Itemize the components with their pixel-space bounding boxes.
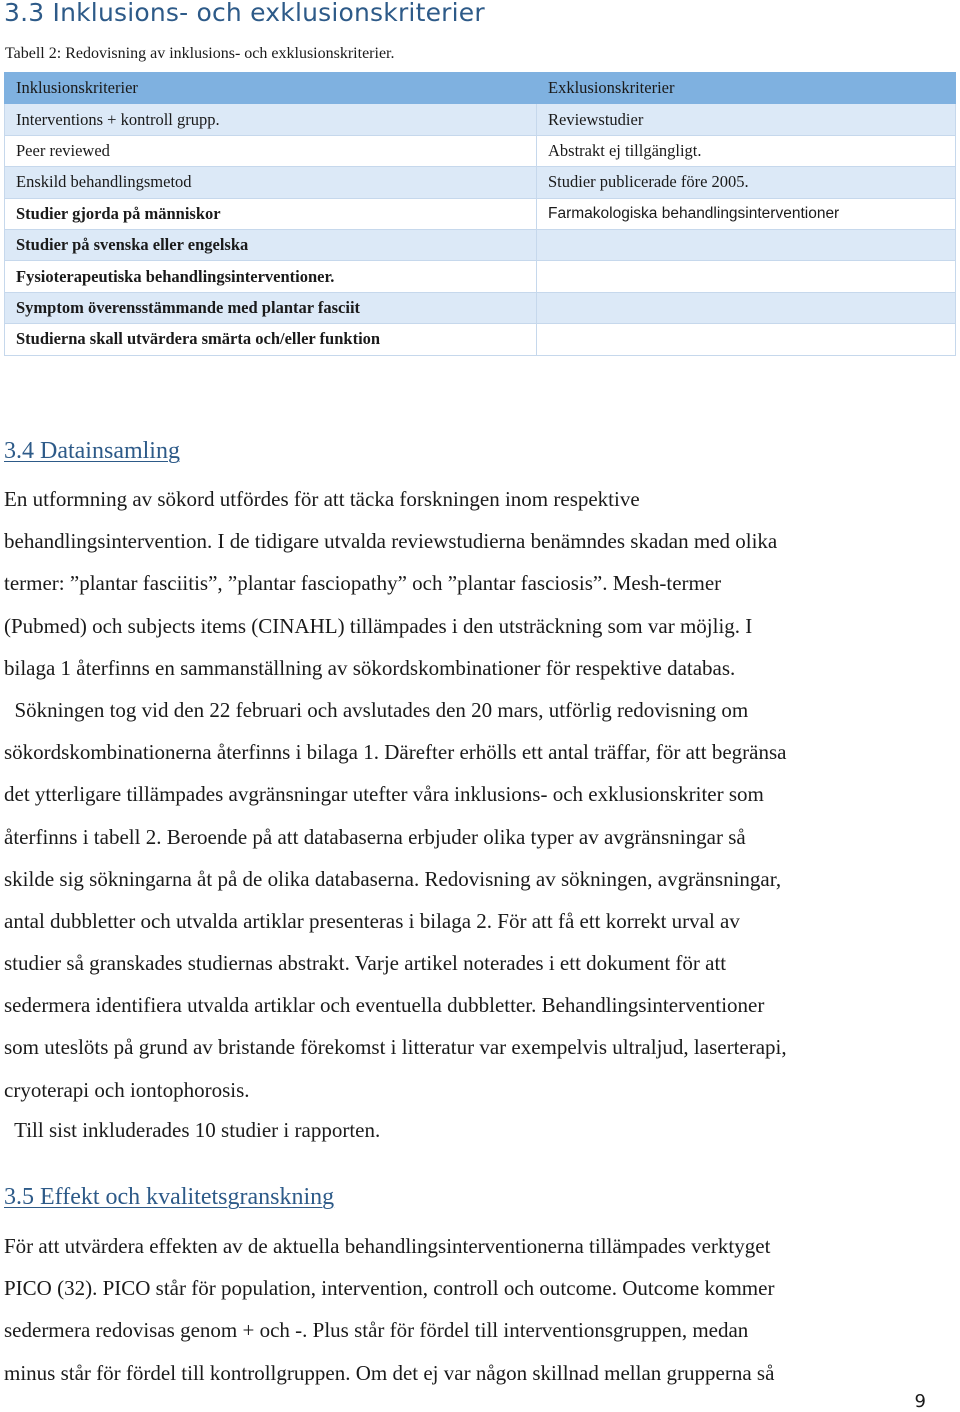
paragraph-line: sedermera identifiera utvalda artiklar och eventuella dubbletter. Behandlingsinterventioner: [4, 993, 765, 1018]
paragraph-line: behandlingsintervention. I de tidigare utvalda reviewstudierna benämndes skadan med olika: [4, 529, 778, 554]
paragraph-line: sökordskombinationerna återfinns i bilaga 1. Därefter erhölls ett antal träffar, för att begränsa: [4, 740, 787, 765]
exclusion-cell: Reviewstudier: [537, 104, 956, 135]
paragraph-line: bilaga 1 återfinns en sammanställning av sökordskombinationer för respektive databas.: [4, 655, 736, 680]
exclusion-cell: Studier publicerade före 2005.: [537, 167, 956, 198]
inclusion-cell: Studier på svenska eller engelska: [5, 229, 537, 260]
conclusion-paragraph: [4, 1109, 934, 1151]
exclusion-cell: [537, 324, 956, 355]
table-row: [5, 324, 956, 355]
paragraph-line: För att utvärdera effekten av de aktuella behandlingsinterventionerna tillämpades verktyget: [4, 1234, 771, 1258]
inclusion-cell: Interventions + kontroll grupp.: [5, 104, 537, 135]
table-row: [5, 198, 956, 229]
paragraph-line: En utformning av sökord utfördes för att täcka forskningen inom respektive: [4, 487, 640, 511]
inclusion-cell: Peer reviewed: [5, 135, 537, 166]
exclusion-cell: Farmakologiska behandlingsinterventioner: [537, 198, 956, 229]
paragraph-line: det ytterligare tillämpades avgränsningar utefter våra inklusions- och exklusionskriter som: [4, 782, 764, 807]
table-row: [5, 229, 956, 260]
paragraph-line: (Pubmed) och subjects items (CINAHL) tillämpades i den utsträckning som var möjlig. I: [4, 613, 753, 638]
inclusion-cell: Enskild behandlingsmetod: [5, 167, 537, 198]
paragraph-line: PICO (32). PICO står för population, intervention, controll och outcome. Outcome kommer: [4, 1276, 775, 1301]
table-row: [5, 261, 956, 292]
section-heading-3-3: 3.3 Inklusions- och exklusionskriterier: [4, 0, 485, 27]
paragraph-line: studier så granskades studiernas abstrakt. Varje artikel noterades i ett dokument för att: [4, 951, 727, 976]
inclusion-cell: Studierna skall utvärdera smärta och/eller funktion: [5, 324, 537, 355]
datainsamling-paragraph: [4, 478, 934, 1111]
paragraph-line: antal dubbletter och utvalda artiklar presenteras i bilaga 2. För att få ett korrekt urval av: [4, 908, 740, 933]
inclusion-cell: Fysioterapeutiska behandlingsinterventioner.: [5, 261, 537, 292]
header-inclusion: Inklusionskriterier: [5, 73, 537, 104]
exclusion-cell: [537, 292, 956, 323]
table-row: [5, 135, 956, 166]
criteria-table: [4, 72, 956, 356]
exclusion-cell: [537, 229, 956, 260]
paragraph-line: sedermera redovisas genom + och -. Plus står för fördel till interventionsgruppen, medan: [4, 1318, 749, 1343]
paragraph-line: skilde sig sökningarna åt på de olika databaserna. Redovisning av sökningen, avgränsningar,: [4, 866, 782, 891]
paragraph-line: som uteslöts på grund av bristande förekomst i litteratur var exempelvis ultraljud, laserterapi,: [4, 1035, 787, 1060]
paragraph-line: cryoterapi och iontophorosis.: [4, 1077, 250, 1102]
paragraph-line: Till sist inkluderades 10 studier i rapporten.: [4, 1118, 381, 1142]
table-row: [5, 167, 956, 198]
section-heading-3-4: 3.4 Datainsamling: [4, 438, 180, 464]
exclusion-cell: Abstrakt ej tillgängligt.: [537, 135, 956, 166]
paragraph-line: minus står för fördel till kontrollgruppen. Om det ej var någon skillnad mellan grupperna så: [4, 1360, 775, 1385]
table-caption: Tabell 2: Redovisning av inklusions- och exklusionskriterier.: [5, 45, 395, 62]
inclusion-cell: Symptom överensstämmande med plantar fasciit: [5, 292, 537, 323]
header-exclusion: Exklusionskriterier: [537, 73, 956, 104]
paragraph-line: termer: ”plantar fasciitis”, ”plantar fasciopathy” och ”plantar fasciosis”. Mesh-termer: [4, 571, 722, 596]
paragraph-line: Sökningen tog vid den 22 februari och avslutades den 20 mars, utförlig redovisning om: [4, 697, 749, 722]
exclusion-cell: [537, 261, 956, 292]
table-header-row: [5, 73, 956, 104]
table-row: [5, 104, 956, 135]
page-number: 9: [914, 1391, 926, 1412]
inclusion-cell: Studier gjorda på människor: [5, 198, 537, 229]
section-heading-3-5: 3.5 Effekt och kvalitetsgranskning: [4, 1184, 335, 1210]
table-row: [5, 292, 956, 323]
effekt-paragraph: [4, 1225, 934, 1394]
paragraph-line: återfinns i tabell 2. Beroende på att databaserna erbjuder olika typer av avgränsningar så: [4, 824, 746, 849]
